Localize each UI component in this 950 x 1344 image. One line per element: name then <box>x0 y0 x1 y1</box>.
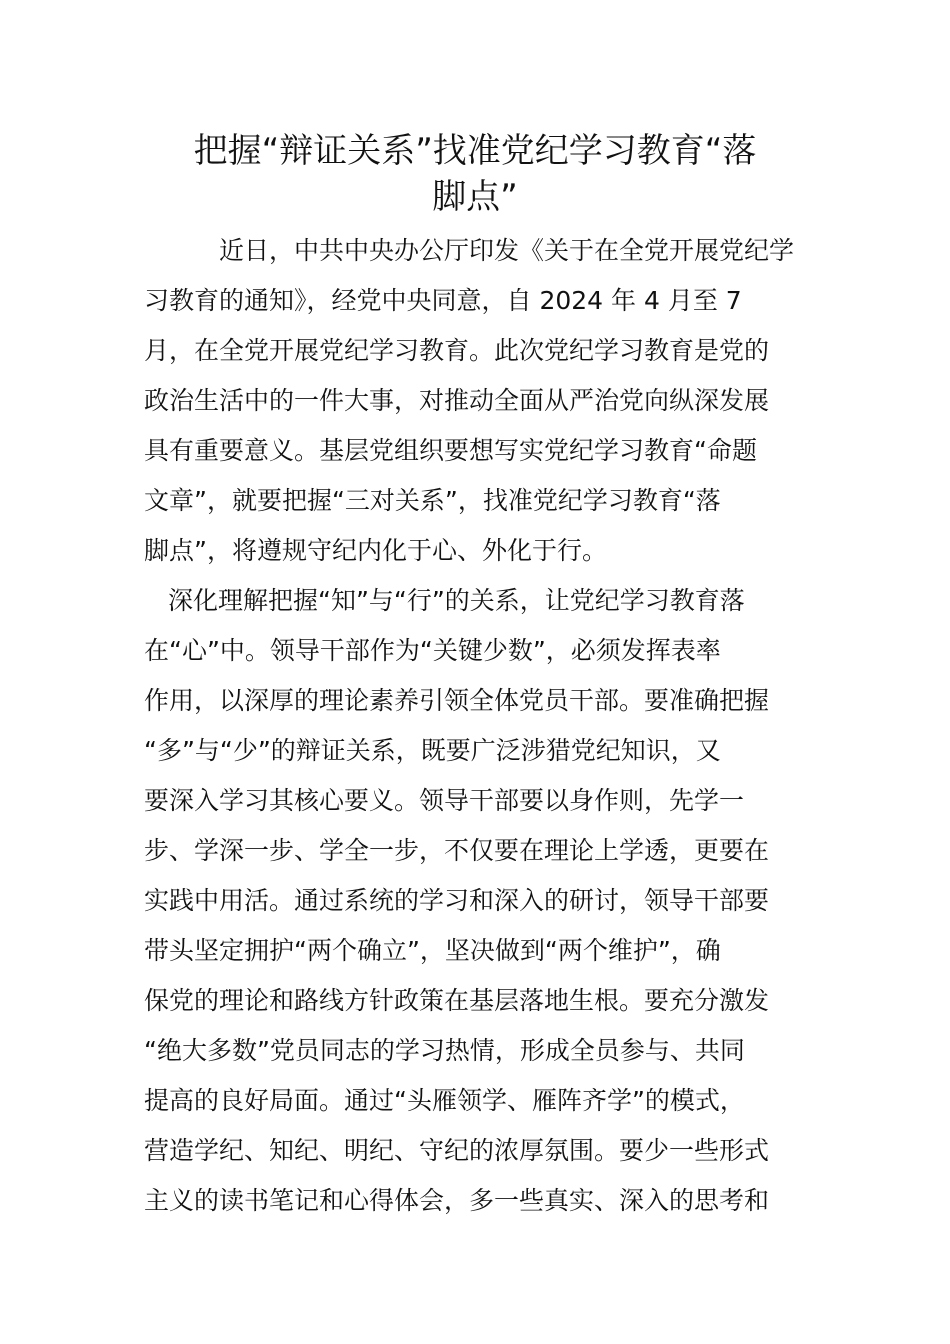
body-line: 政治生活中的一件大事，对推动全面从严治党向纵深发展 <box>144 386 770 415</box>
body-line: 脚点”，将遵规守纪内化于心、外化于行。 <box>144 536 607 565</box>
body-line: 习教育的通知》，经党中央同意，自 2024 年 4 月至 7 <box>144 286 742 315</box>
body-line: 文章”，就要把握“三对关系”，找准党纪学习教育“落 <box>144 486 721 515</box>
title-line-2: 脚点” <box>432 177 518 217</box>
body-line: 营造学纪、知纪、明纪、守纪的浓厚氛围。要少一些形式 <box>144 1136 770 1165</box>
body-line: 近日，中共中央办公厅印发《关于在全党开展党纪学 <box>219 236 795 265</box>
body-line: 提高的良好局面。通过“头雁领学、雁阵齐学”的模式， <box>144 1086 745 1115</box>
body-line: 主义的读书笔记和心得体会，多一些真实、深入的思考和 <box>144 1186 770 1215</box>
body-line: “绝大多数”党员同志的学习热情，形成全员参与、共同 <box>144 1036 745 1065</box>
body-line: 要深入学习其核心要义。领导干部要以身作则，先学一 <box>144 786 745 815</box>
body-line: 步、学深一步、学全一步，不仅要在理论上学透，更要在 <box>144 836 770 865</box>
body-line: 保党的理论和路线方针政策在基层落地生根。要充分激发 <box>144 986 770 1015</box>
body-line: 具有重要意义。基层党组织要想写实党纪学习教育“命题 <box>144 436 757 465</box>
page-title <box>140 128 810 220</box>
body-line: “多”与“少”的辩证关系，既要广泛涉猎党纪知识，又 <box>144 736 721 765</box>
body-line: 在“心”中。领导干部作为“关键少数”，必须发挥表率 <box>144 636 721 665</box>
body-line: 带头坚定拥护“两个确立”，坚决做到“两个维护”，确 <box>144 936 721 965</box>
body-line: 作用，以深厚的理论素养引领全体党员干部。要准确把握 <box>144 686 770 715</box>
body-line: 实践中用活。通过系统的学习和深入的研讨，领导干部要 <box>144 886 770 915</box>
body-line: 深化理解把握“知”与“行”的关系，让党纪学习教育落 <box>168 586 745 615</box>
title-line-1: 把握“辩证关系”找准党纪学习教育“落 <box>193 131 757 171</box>
body-line: 月，在全党开展党纪学习教育。此次党纪学习教育是党的 <box>144 336 770 365</box>
